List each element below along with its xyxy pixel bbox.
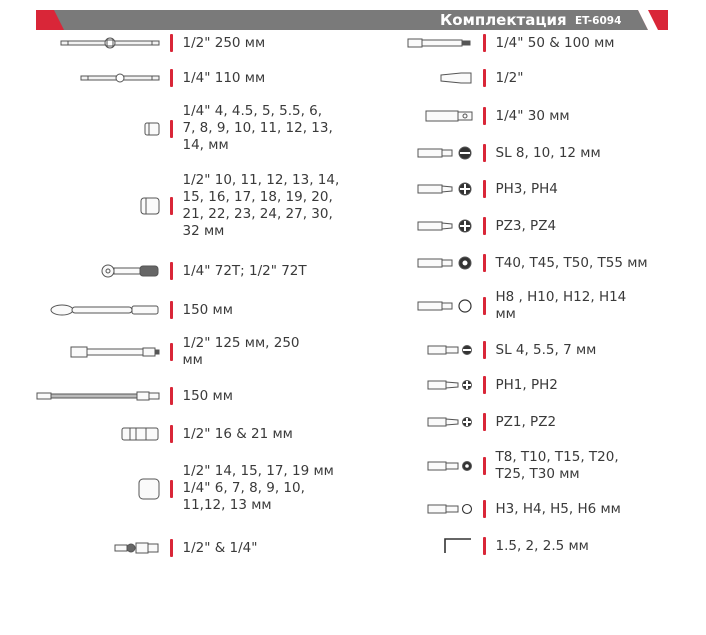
item-spec: 1/4" 110 мм: [182, 69, 266, 86]
separator-bar: [483, 254, 486, 272]
item-spec: SL 4, 5.5, 7 мм: [495, 341, 597, 358]
hex-key-icon: [443, 537, 473, 555]
small-slotted-bit-icon: [427, 344, 473, 356]
item-spec: PZ3, PZ4: [495, 217, 557, 234]
item-spec: 150 мм: [182, 301, 233, 318]
item-spec: 1/2" 14, 15, 17, 19 мм 1/4" 6, 7, 8, 9, 10, 11,12, 13 мм: [182, 463, 334, 513]
item-spec: PZ1, PZ2: [495, 413, 557, 430]
item-spec: H8 , H10, H12, H14 мм: [495, 289, 627, 322]
item-spec: 1/4" 4, 4.5, 5, 5.5, 6, 7, 8, 9, 10, 11, 12, 13, 14, мм: [182, 103, 333, 153]
large-socket-icon: [140, 197, 160, 215]
separator-bar: [483, 69, 486, 87]
torx-bit-icon: [417, 256, 473, 270]
separator-bar: [483, 107, 486, 125]
small-hex-bit-icon: [427, 503, 473, 515]
item-spec: T8, T10, T15, T20, T25, T30 мм: [495, 449, 619, 482]
separator-bar: [483, 144, 486, 162]
separator-bar: [483, 413, 486, 431]
item-spec: 1.5, 2, 2.5 мм: [495, 537, 589, 554]
list-item: [0, 254, 696, 272]
item-spec: T40, T45, T50, T55 мм: [495, 254, 648, 271]
item-spec: 1/2" 16 & 21 мм: [182, 425, 293, 442]
separator-bar: [483, 537, 486, 555]
item-spec: 1/2" 125 мм, 250 мм: [182, 335, 300, 368]
list-item: [0, 180, 696, 198]
separator-bar: [483, 457, 486, 475]
item-spec: 1/2": [495, 69, 524, 86]
extension-short-icon: [407, 37, 473, 49]
item-spec: SL 8, 10, 12 мм: [495, 144, 601, 161]
header-band-shape: [36, 10, 668, 30]
item-spec: PH3, PH4: [495, 180, 558, 197]
list-item: [0, 69, 696, 87]
adapter-icon: [439, 71, 473, 85]
separator-bar: [483, 341, 486, 359]
small-pozidriv-bit-icon: [427, 416, 473, 428]
bit-holder-icon: [425, 109, 473, 123]
list-item: [0, 449, 696, 483]
separator-bar: [483, 180, 486, 198]
list-item: [0, 413, 696, 431]
item-spec: 150 мм: [182, 387, 233, 404]
list-item: [0, 144, 696, 162]
separator-bar: [483, 34, 486, 52]
list-item: [0, 107, 696, 125]
item-spec: H3, H4, H5, H6 мм: [495, 500, 621, 517]
small-torx-bit-icon: [427, 460, 473, 472]
list-item: [0, 537, 696, 555]
header-band: [36, 10, 668, 30]
list-item: [0, 500, 696, 518]
list-item: [0, 341, 696, 359]
phillips-bit-icon: [417, 182, 473, 196]
product-code: ET-6094: [575, 15, 622, 27]
pozidriv-bit-icon: [417, 219, 473, 233]
hex-bit-icon: [417, 299, 473, 313]
small-phillips-bit-icon: [427, 379, 473, 391]
item-spec: 1/2" 250 мм: [182, 34, 266, 51]
item-spec: PH1, PH2: [495, 376, 558, 393]
list-item: [0, 34, 696, 52]
item-spec: 1/2" 10, 11, 12, 13, 14, 15, 16, 17, 18, 19, 20, 21, 22, 23, 24, 27, 30, 32 мм: [182, 172, 340, 239]
separator-bar: [483, 217, 486, 235]
item-spec: 1/4" 50 & 100 мм: [495, 34, 615, 51]
list-item: [0, 217, 696, 235]
item-spec: 1/4" 30 мм: [495, 107, 570, 124]
separator-bar: [483, 297, 486, 315]
list-item: [0, 376, 696, 394]
page-title: Комплектация: [440, 11, 567, 29]
separator-bar: [483, 376, 486, 394]
separator-bar: [170, 197, 173, 215]
slotted-bit-icon: [417, 146, 473, 160]
item-spec: 1/4" 72T; 1/2" 72T: [182, 262, 307, 279]
separator-bar: [483, 500, 486, 518]
item-spec: 1/2" & 1/4": [182, 539, 258, 556]
list-item: [0, 289, 696, 323]
